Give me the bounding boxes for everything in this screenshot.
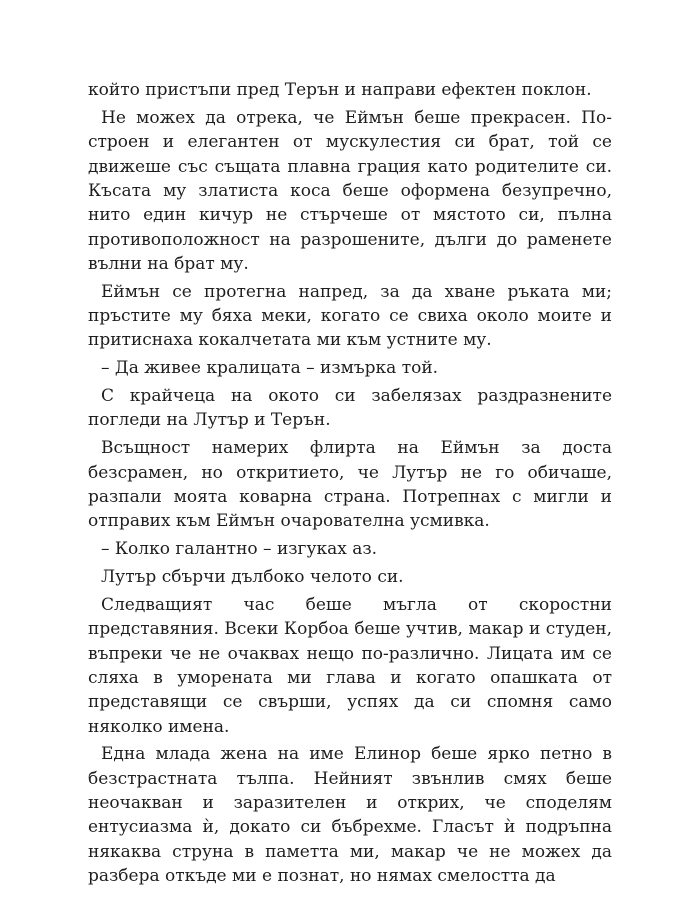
paragraph-2: Не можех да отрека, че Еймън беше прекрасен. По-строен и елегантен от мускулестия си брат, той се движеше със същата плавна грация като родителите си. Късата му златиста коса беше оформена безупречно, нито един кичур не стърчеше от мястото си, пълна противоположност на разрошените, дълги до раменете вълни на брат му.	[88, 107, 612, 274]
paragraph-6: Всъщност намерих флирта на Еймън за доста безсрамен, но откритието, че Лутър не го обичаше, разпали моята коварна страна. Потрепнах с мигли и отправих към Еймън очарователна усмивка.	[88, 438, 612, 532]
paragraph-1: който пристъпи пред Терън и направи ефектен поклон.	[88, 80, 592, 100]
paragraph-8: Лутър сбърчи дълбоко челото си.	[101, 567, 404, 588]
paragraph-10: Една млада жена на име Елинор беше ярко петно в безстрастната тълпа. Нейният звънлив смях беше неочакван и заразителен и открих, че споделям ентусиазма ѝ, докато си бъбрехме. Гласът ѝ подръпна някаква струна в паметта ми, макар че не можех да разбера откъде ми е познат, но нямах смелостта да	[88, 744, 612, 887]
paragraph-3: Еймън се протегна напред, за да хване ръката ми; пръстите му бяха меки, когато се свиха около моите и притиснаха кокалчетата ми към устните му.	[88, 281, 612, 351]
book-page-text	[88, 78, 612, 892]
paragraph-7: – Колко галантно – изгуках аз.	[101, 539, 378, 560]
paragraph-4: – Да живее кралицата – измърка той.	[101, 358, 439, 379]
paragraph-5: С крайчеца на окото си забелязах раздразнените погледи на Лутър и Терън.	[88, 386, 612, 431]
paragraph-9: Следващият час беше мъгла от скоростни представяния. Всеки Корбоа беше учтив, макар и студен, въпреки че не очаквах нещо по-различно. Лицата им се сляха в уморената ми глава и когато опашката от представящи се свърши, успях да си спомня само няколко имена.	[88, 594, 612, 737]
